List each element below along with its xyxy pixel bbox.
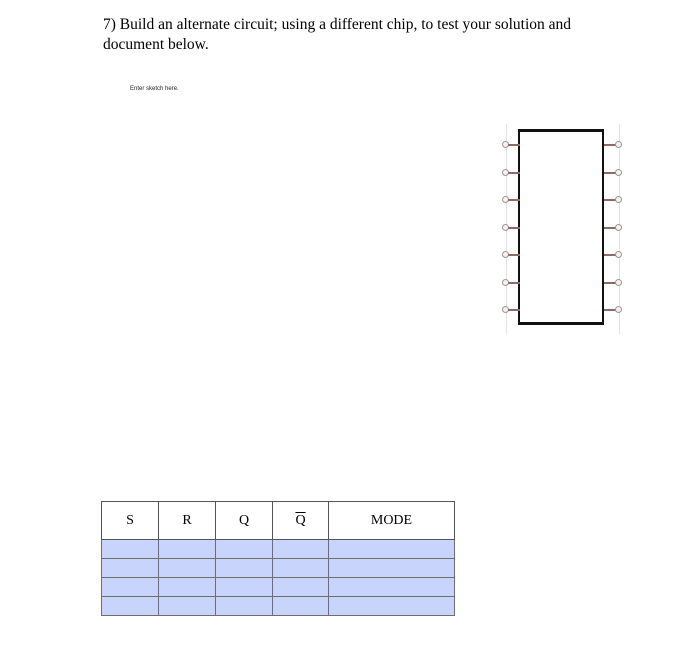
table-cell[interactable]: [159, 559, 216, 578]
table-cell[interactable]: [159, 540, 216, 559]
table-cell[interactable]: [273, 559, 329, 578]
pin-connector-icon: [615, 306, 622, 313]
pin-lead: [508, 309, 520, 311]
ic-chip-sketch: [498, 124, 628, 334]
pin-connector-icon: [615, 141, 622, 148]
truth-table-header: [102, 502, 455, 540]
table-cell[interactable]: [102, 540, 159, 559]
table-cell[interactable]: [102, 597, 159, 616]
pin-lead: [508, 254, 520, 256]
chip-pin-left[interactable]: [502, 140, 524, 150]
header-q: Q: [216, 502, 273, 540]
question-line-2: document below.: [103, 36, 209, 53]
table-cell[interactable]: [102, 559, 159, 578]
table-cell[interactable]: [329, 559, 455, 578]
table-cell[interactable]: [329, 540, 455, 559]
chip-pin-right[interactable]: [602, 305, 624, 315]
table-cell[interactable]: [102, 578, 159, 597]
pin-lead: [508, 199, 520, 201]
pin-connector-icon: [615, 196, 622, 203]
table-cell[interactable]: [216, 578, 273, 597]
chip-pin-right[interactable]: [602, 168, 624, 178]
chip-pin-right[interactable]: [602, 195, 624, 205]
pin-lead: [508, 144, 520, 146]
header-q-bar: [273, 502, 329, 540]
pin-lead: [508, 227, 520, 229]
truth-table: [101, 501, 455, 616]
chip-pin-right[interactable]: [602, 223, 624, 233]
table-row: [102, 578, 455, 597]
table-cell[interactable]: [216, 559, 273, 578]
table-row: [102, 597, 455, 616]
chip-pin-left[interactable]: [502, 195, 524, 205]
pin-connector-icon: [615, 169, 622, 176]
table-cell[interactable]: [273, 540, 329, 559]
chip-pin-left[interactable]: [502, 223, 524, 233]
table-row: [102, 540, 455, 559]
header-mode: MODE: [329, 502, 455, 540]
chip-pin-right[interactable]: [602, 278, 624, 288]
chip-body: [518, 129, 604, 325]
pin-connector-icon: [615, 224, 622, 231]
table-cell[interactable]: [216, 597, 273, 616]
chip-pin-right[interactable]: [602, 140, 624, 150]
table-cell[interactable]: [273, 597, 329, 616]
table-cell[interactable]: [216, 540, 273, 559]
table-cell[interactable]: [273, 578, 329, 597]
chip-pin-left[interactable]: [502, 305, 524, 315]
table-cell[interactable]: [329, 578, 455, 597]
header-s: S: [102, 502, 159, 540]
header-r: R: [159, 502, 216, 540]
table-row: [102, 559, 455, 578]
sketch-placeholder[interactable]: Enter sketch here.: [130, 86, 179, 92]
question-line-1: 7) Build an alternate circuit; using a different chip, to test your solution and: [103, 16, 572, 33]
pin-connector-icon: [615, 279, 622, 286]
pin-lead: [508, 282, 520, 284]
table-cell[interactable]: [329, 597, 455, 616]
question-text: [103, 15, 643, 55]
chip-pin-left[interactable]: [502, 168, 524, 178]
chip-pin-left[interactable]: [502, 250, 524, 260]
chip-pin-right[interactable]: [602, 250, 624, 260]
pin-lead: [508, 172, 520, 174]
chip-pin-left[interactable]: [502, 278, 524, 288]
table-cell[interactable]: [159, 597, 216, 616]
q-bar-label: $\overline{Q}$: [295, 512, 306, 528]
pin-connector-icon: [615, 251, 622, 258]
table-cell[interactable]: [159, 578, 216, 597]
